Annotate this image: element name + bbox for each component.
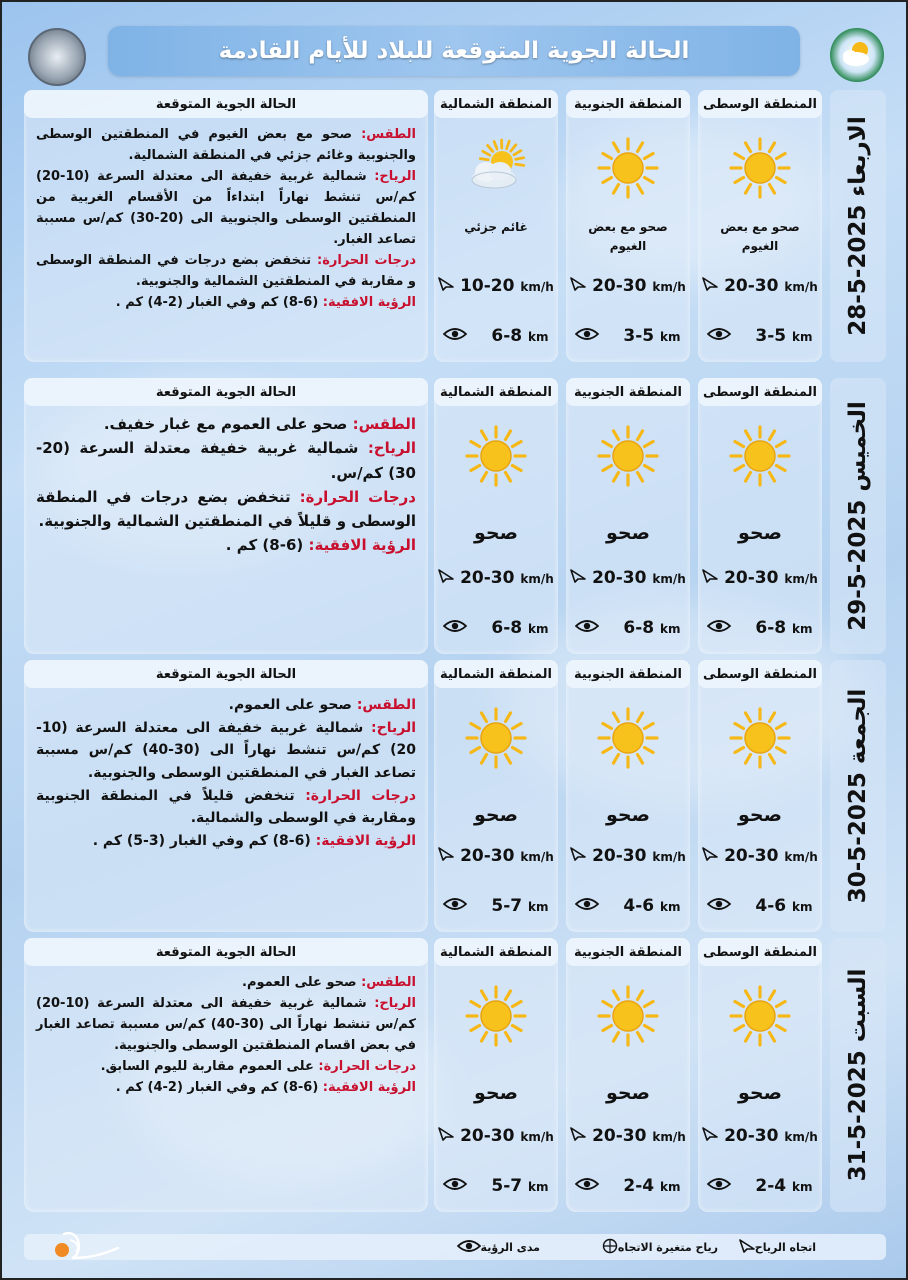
- eye-icon: [575, 896, 599, 916]
- eye-icon: [443, 326, 467, 346]
- wind-line: الرياح: شمالية غربية خفيفة الى معتدلة السرعة (10-20) كم/س تنشط نهاراً ابتداءاً من الأقسام الغربية من المنطقتين الوسطى والجنوبية الى (20-30) كم/س مسببة تصاعد الغبار.: [36, 169, 416, 248]
- day-row: [2, 660, 908, 932]
- sun-icon: [596, 136, 660, 200]
- region-title: المنطقة الشمالية: [434, 378, 558, 406]
- wind-speed: 10-20 km/h: [434, 276, 558, 296]
- sun-icon: [728, 424, 792, 488]
- temperature-line: درجات الحرارة: تنخفض قليلاً في المنطقة الجنوبية ومقاربة في الوسطى والشمالية.: [36, 787, 417, 827]
- visibility-range: 3-5 km: [566, 326, 690, 346]
- region-title: المنطقة الجنوبية: [566, 378, 690, 406]
- day-date: الجمعة 2025-5-30: [845, 688, 871, 904]
- wind-arrow-icon: [438, 568, 454, 588]
- region-title: المنطقة الجنوبية: [566, 90, 690, 118]
- condition-text: صحو: [606, 1082, 650, 1104]
- eye-icon: [575, 326, 599, 346]
- date-panel: [830, 938, 886, 1212]
- visibility-line: الرؤية الافقية: (6-8) كم .: [225, 536, 416, 555]
- wind-speed: 20-30 km/h: [698, 846, 822, 866]
- signature-mark: [50, 1224, 120, 1264]
- header-banner: [108, 26, 800, 76]
- condition-text: صحو: [474, 804, 518, 826]
- wind-speed: 20-30 km/h: [566, 568, 690, 588]
- eye-icon: [457, 1239, 481, 1256]
- forecast-text-title: الحالة الجوية المتوقعة: [24, 378, 428, 406]
- legend-variable-wind: رياح متغيرة الاتجاه: [602, 1234, 726, 1260]
- condition-text: صحو: [738, 804, 782, 826]
- wind-arrow-icon: [702, 568, 718, 588]
- forecast-text-title: الحالة الجوية المتوقعة: [24, 660, 428, 688]
- forecast-text-title: الحالة الجوية المتوقعة: [24, 938, 428, 966]
- weather-logo: [830, 28, 884, 82]
- eye-icon: [707, 1176, 731, 1196]
- forecast-text-panel: [24, 90, 428, 362]
- date-panel: [830, 378, 886, 654]
- visibility-range: 2-4 km: [566, 1176, 690, 1196]
- visibility-range: 6-8 km: [698, 618, 822, 638]
- wind-arrow-icon: [570, 276, 586, 296]
- region-column-north: [434, 938, 558, 1212]
- region-title: المنطقة الشمالية: [434, 660, 558, 688]
- date-panel: [830, 660, 886, 932]
- region-title: المنطقة الشمالية: [434, 90, 558, 118]
- weather-line: الطقس: صحو على العموم مع غبار خفيف.: [103, 415, 416, 433]
- legend-bar: [24, 1234, 886, 1260]
- wind-speed: 20-30 km/h: [698, 276, 822, 296]
- condition-text: صحو مع بعض الغيوم: [588, 220, 668, 254]
- wind-line: الرياح: شمالية غربية خفيفة معتدلة السرعة (20-30) كم/س.: [36, 439, 416, 482]
- meteorology-logo: [28, 28, 86, 86]
- region-title: المنطقة الوسطى: [698, 938, 822, 966]
- sun-icon: [464, 424, 528, 488]
- eye-icon: [443, 618, 467, 638]
- condition-text: صحو: [474, 522, 518, 544]
- wind-line: الرياح: شمالية غربية خفيفة الى معتدلة السرعة (10-20) كم/س تنشط نهاراً الى (30-40) كم/س مسببة تصاعد الغبار في المنطقتين الوسطى والجنوبية.: [36, 719, 416, 782]
- weather-line: الطقس: صحو على العموم.: [242, 975, 416, 990]
- condition-text: صحو: [474, 1082, 518, 1104]
- wind-arrow-icon: [438, 846, 454, 866]
- condition-text: صحو: [606, 804, 650, 826]
- eye-icon: [707, 896, 731, 916]
- date-panel: [830, 90, 886, 362]
- forecast-description: [36, 972, 416, 1098]
- wind-speed: 20-30 km/h: [434, 1126, 558, 1146]
- forecast-text-panel: [24, 660, 428, 932]
- visibility-range: 2-4 km: [698, 1176, 822, 1196]
- region-title: المنطقة الجنوبية: [566, 938, 690, 966]
- legend-wind-direction: اتجاه الرياح: [731, 1234, 824, 1260]
- day-date: الخميس 2025-5-29: [845, 401, 871, 631]
- region-title: المنطقة الشمالية: [434, 938, 558, 966]
- wind-arrow-icon: [702, 1126, 718, 1146]
- wind-speed: 20-30 km/h: [434, 568, 558, 588]
- region-column-north: [434, 378, 558, 654]
- wind-speed: 20-30 km/h: [698, 568, 822, 588]
- temperature-line: درجات الحرارة: على العموم مقاربة لليوم السابق.: [100, 1059, 416, 1075]
- forecast-description: [36, 694, 416, 853]
- sun-icon: [728, 706, 792, 770]
- visibility-line: الرؤية الافقية: (6-8) كم وفي الغبار (2-4) كم .: [115, 295, 416, 311]
- sun-icon: [464, 706, 528, 770]
- wind-speed: 20-30 km/h: [434, 846, 558, 866]
- forecast-text-panel: [24, 378, 428, 654]
- wind-arrow-icon: [702, 846, 718, 866]
- region-column-central: [698, 378, 822, 654]
- visibility-range: 6-8 km: [434, 618, 558, 638]
- wind-speed: 20-30 km/h: [566, 846, 690, 866]
- forecast-description: [36, 412, 416, 558]
- day-row: [2, 378, 908, 654]
- visibility-range: 6-8 km: [566, 618, 690, 638]
- weather-line: الطقس: صحو مع بعض الغيوم في المنطقتين الوسطى والجنوبية وغائم جزئي في المنطقة الشمالية.: [36, 127, 416, 164]
- eye-icon: [575, 618, 599, 638]
- region-column-central: [698, 660, 822, 932]
- wind-arrow-icon: [570, 1126, 586, 1146]
- region-column-central: [698, 938, 822, 1212]
- region-column-south: [566, 378, 690, 654]
- day-row: [2, 938, 908, 1212]
- wind-arrow-icon: [702, 276, 718, 296]
- forecast-text-panel: [24, 938, 428, 1212]
- wind-arrow-icon: [739, 1239, 755, 1256]
- sun-icon: [728, 984, 792, 1048]
- day-row: [2, 90, 908, 362]
- sun-icon: [596, 984, 660, 1048]
- condition-text: صحو: [606, 522, 650, 544]
- wind-speed: 20-30 km/h: [566, 276, 690, 296]
- visibility-range: 5-7 km: [434, 1176, 558, 1196]
- sun-icon: [464, 984, 528, 1048]
- wind-arrow-icon: [438, 1126, 454, 1146]
- forecast-description: [36, 124, 416, 313]
- wind-speed: 20-30 km/h: [566, 1126, 690, 1146]
- visibility-range: 5-7 km: [434, 896, 558, 916]
- sun-icon: [728, 136, 792, 200]
- condition-text: صحو: [738, 522, 782, 544]
- wind-arrow-icon: [438, 276, 454, 296]
- region-column-north: [434, 660, 558, 932]
- temperature-line: درجات الحرارة: تنخفض بضع درجات في المنطقة الوسطى و قليلاً في المنطقتين الشمالية والجنوبية.: [36, 487, 416, 531]
- condition-text: غائم جزئي: [464, 220, 528, 234]
- wind-line: الرياح: شمالية غربية خفيفة الى معتدلة السرعة (10-20) كم/س تنشط نهاراً الى (30-40) كم/س مسببة تصاعد الغبار في بعض اقسام المنطقتين الوسطى والجنوبية.: [36, 996, 416, 1054]
- visibility-range: 4-6 km: [566, 896, 690, 916]
- visibility-range: 3-5 km: [698, 326, 822, 346]
- eye-icon: [575, 1176, 599, 1196]
- condition-text: صحو مع بعض الغيوم: [720, 220, 800, 254]
- eye-icon: [443, 896, 467, 916]
- region-column-central: [698, 90, 822, 362]
- region-title: المنطقة الوسطى: [698, 90, 822, 118]
- forecast-text-title: الحالة الجوية المتوقعة: [24, 90, 428, 118]
- sun-icon: [596, 424, 660, 488]
- condition-text: صحو: [738, 1082, 782, 1104]
- eye-icon: [443, 1176, 467, 1196]
- wind-arrow-icon: [570, 568, 586, 588]
- visibility-line: الرؤية الافقية: (6-8) كم وفي الغبار (2-4) كم .: [115, 1080, 416, 1096]
- region-title: المنطقة الوسطى: [698, 660, 822, 688]
- eye-icon: [707, 618, 731, 638]
- wind-speed: 20-30 km/h: [698, 1126, 822, 1146]
- region-column-south: [566, 90, 690, 362]
- visibility-line: الرؤية الافقية: (6-8) كم وفي الغبار (3-5) كم .: [92, 833, 416, 850]
- partly-cloudy-icon: [464, 136, 528, 200]
- legend-visibility: مدى الرؤية: [457, 1234, 550, 1260]
- region-column-south: [566, 660, 690, 932]
- temperature-line: درجات الحرارة: تنخفض بضع درجات في المنطقة الوسطى و مقاربة في المنطقتين الشمالية والجنوبية.: [36, 253, 416, 290]
- region-title: المنطقة الجنوبية: [566, 660, 690, 688]
- sun-icon: [596, 706, 660, 770]
- page-title: الحالة الجوية المتوقعة للبلاد للأيام القادمة: [218, 38, 690, 64]
- wind-arrow-icon: [570, 846, 586, 866]
- visibility-range: 4-6 km: [698, 896, 822, 916]
- visibility-range: 6-8 km: [434, 326, 558, 346]
- eye-icon: [707, 326, 731, 346]
- variable-wind-icon: [602, 1238, 618, 1257]
- region-column-south: [566, 938, 690, 1212]
- weather-line: الطقس: صحو على العموم.: [228, 697, 416, 713]
- region-column-north: [434, 90, 558, 362]
- region-title: المنطقة الوسطى: [698, 378, 822, 406]
- day-date: السبت 2025-5-31: [845, 968, 871, 1182]
- day-date: الاربعاء 2025-5-28: [845, 116, 871, 336]
